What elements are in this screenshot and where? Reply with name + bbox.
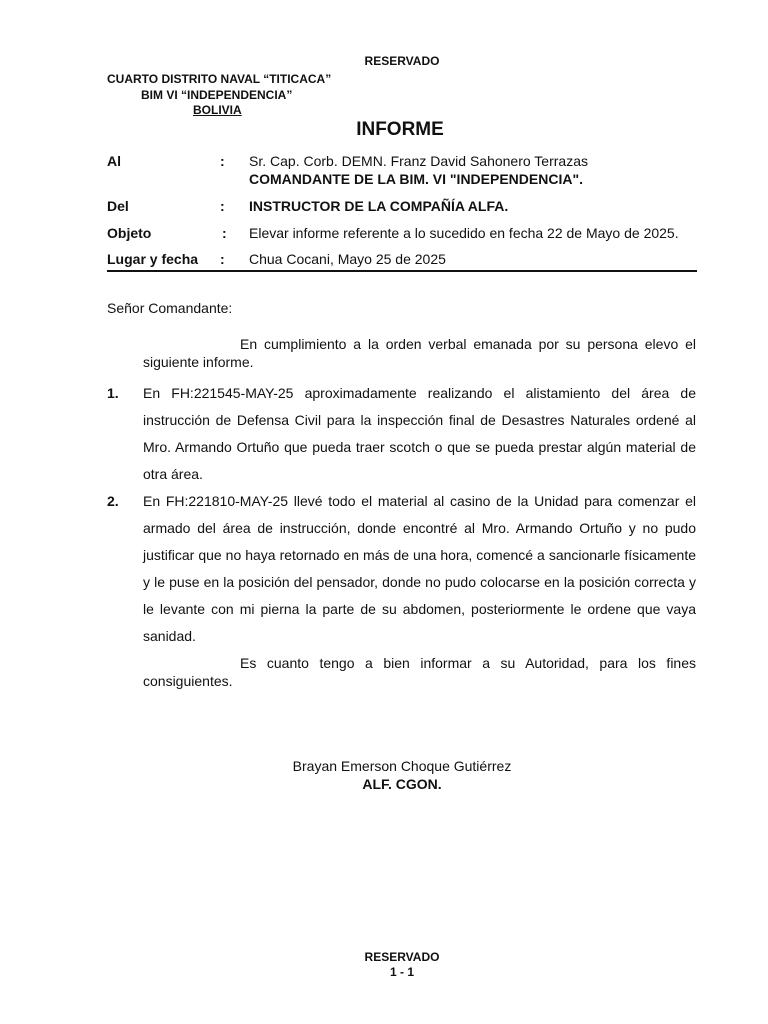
objeto-colon: : bbox=[222, 225, 227, 241]
item-number-2: 2. bbox=[107, 493, 119, 509]
objeto-label: Objeto bbox=[107, 225, 152, 241]
document-title: INFORME bbox=[356, 119, 444, 140]
unit-line-2: BIM VI “INDEPENDENCIA” bbox=[141, 88, 293, 102]
lugar-colon: : bbox=[220, 251, 225, 267]
intro-paragraph: En cumplimiento a la orden verbal emanada por su persona elevo el siguiente informe. bbox=[143, 336, 696, 370]
classification-bottom: RESERVADO bbox=[364, 950, 440, 964]
unit-line-3: BOLIVIA bbox=[193, 103, 242, 117]
item-number-1: 1. bbox=[107, 385, 119, 401]
salutation: Señor Comandante: bbox=[107, 300, 233, 316]
signature-name: Brayan Emerson Choque Gutiérrez bbox=[292, 758, 512, 774]
item-text-1: En FH:221545-MAY-25 aproximadamente realizando el alistamiento del área de instrucción de Defensa Civil para la inspección final de Desastres Naturales ordené al Mro. Armando Ortuño que pueda traer scotch o que se pueda prestar algún material de otra área. bbox=[143, 385, 696, 482]
unit-line-1: CUARTO DISTRITO NAVAL “TITICACA” bbox=[107, 72, 332, 86]
al-label: Al bbox=[107, 153, 121, 169]
lugar-label: Lugar y fecha bbox=[107, 251, 199, 267]
del-colon: : bbox=[220, 198, 225, 214]
del-value: INSTRUCTOR DE LA COMPAÑÍA ALFA. bbox=[249, 198, 509, 214]
classification-top: RESERVADO bbox=[364, 54, 440, 68]
lugar-value: Chua Cocani, Mayo 25 de 2025 bbox=[249, 251, 446, 267]
closing-paragraph: Es cuanto tengo a bien informar a su Autoridad, para los fines consiguientes. bbox=[143, 655, 696, 689]
al-value-position: COMANDANTE DE LA BIM. VI "INDEPENDENCIA". bbox=[249, 171, 583, 187]
del-label: Del bbox=[107, 198, 129, 214]
al-colon: : bbox=[220, 153, 225, 169]
item-text-2: En FH:221810-MAY-25 llevé todo el material al casino de la Unidad para comenzar el armado del área de instrucción, donde encontré al Mro. Armando Ortuño y no pudo justificar que no haya retornado en más de una hora, comencé a sancionarle físicamente y le puse en la posición del pensador, donde no pudo colocarse en la posición correcta y le levante con mi pierna la parte de su abdomen, posteriormente le ordene que vaya sanidad. bbox=[143, 493, 696, 644]
al-value-name: Sr. Cap. Corb. DEMN. Franz David Sahonero Terrazas bbox=[249, 153, 588, 169]
page-number: 1 - 1 bbox=[389, 965, 414, 979]
objeto-value: Elevar informe referente a lo sucedido en fecha 22 de Mayo de 2025. bbox=[249, 225, 679, 241]
header-divider bbox=[107, 270, 697, 272]
signature-rank: ALF. CGON. bbox=[362, 776, 442, 792]
